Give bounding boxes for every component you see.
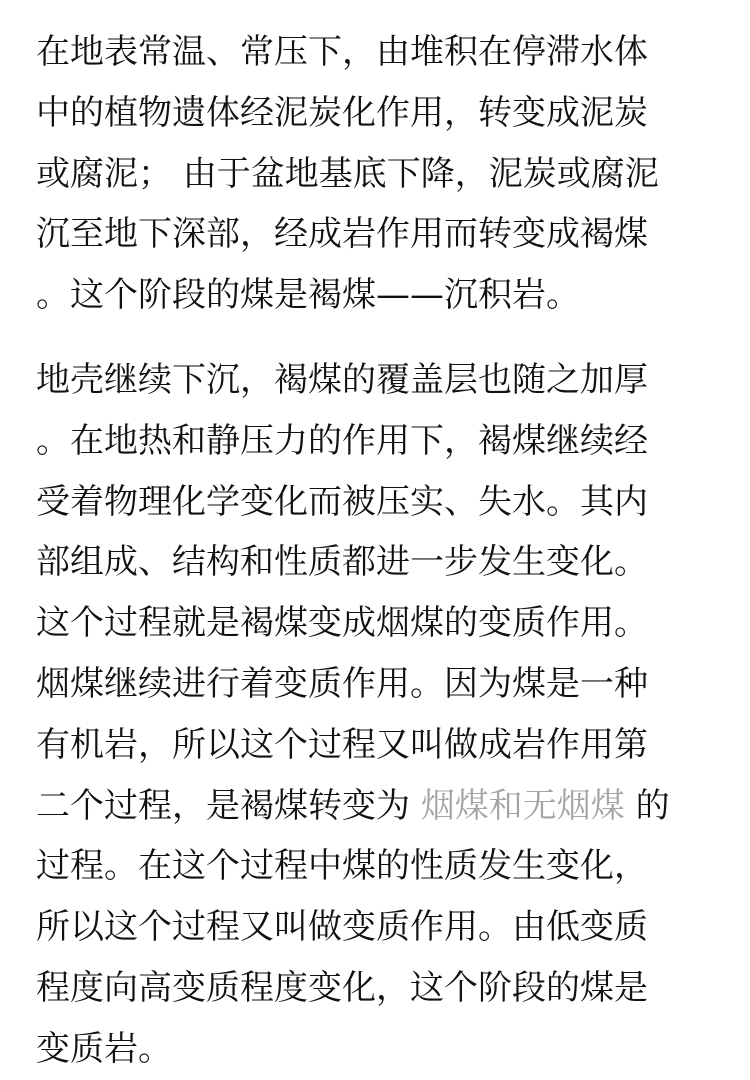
text-line: 部组成、结构和性质都进一步发生变化。: [36, 542, 648, 583]
coal-link[interactable]: 烟煤和无烟煤: [420, 785, 625, 826]
text-line: 所以这个过程又叫做变质作用。由低变质: [36, 907, 648, 948]
text-line: 变质岩。: [36, 1028, 172, 1069]
text-segment: 的: [624, 785, 670, 826]
text-line: 受着物理化学变化而被压实、失水。其内: [36, 481, 648, 522]
text-line: 沉至地下深部，经成岩作用而转变成褐煤: [36, 214, 648, 255]
text-line: 地壳继续下沉，褐煤的覆盖层也随之加厚: [36, 359, 648, 400]
text-line: 烟煤继续进行着变质作用。因为煤是一种: [36, 663, 648, 704]
text-line: 这个过程就是褐煤变成烟煤的变质作用。: [36, 603, 648, 644]
text-line: 。在地热和静压力的作用下，褐煤继续经: [36, 420, 648, 461]
paragraph-1: [36, 22, 716, 326]
text-line: 有机岩，所以这个过程又叫做成岩作用第: [36, 724, 648, 765]
text-line: 过程。在这个过程中煤的性质发生变化，: [36, 846, 648, 887]
text-line: 。这个阶段的煤是褐煤——沉积岩。: [36, 275, 580, 316]
text-line: 中的植物遗体经泥炭化作用，转变成泥炭: [36, 92, 648, 133]
text-line: 或腐泥； 由于盆地基底下降，泥炭或腐泥: [36, 153, 659, 194]
text-line-with-link: [36, 776, 716, 837]
paragraph-2: [36, 350, 716, 1080]
text-line: 程度向高变质程度变化，这个阶段的煤是: [36, 967, 648, 1008]
article-body: [36, 22, 716, 1080]
text-segment: 二个过程，是褐煤转变为: [36, 785, 421, 826]
text-line: 在地表常温、常压下，由堆积在停滞水体: [36, 32, 648, 72]
